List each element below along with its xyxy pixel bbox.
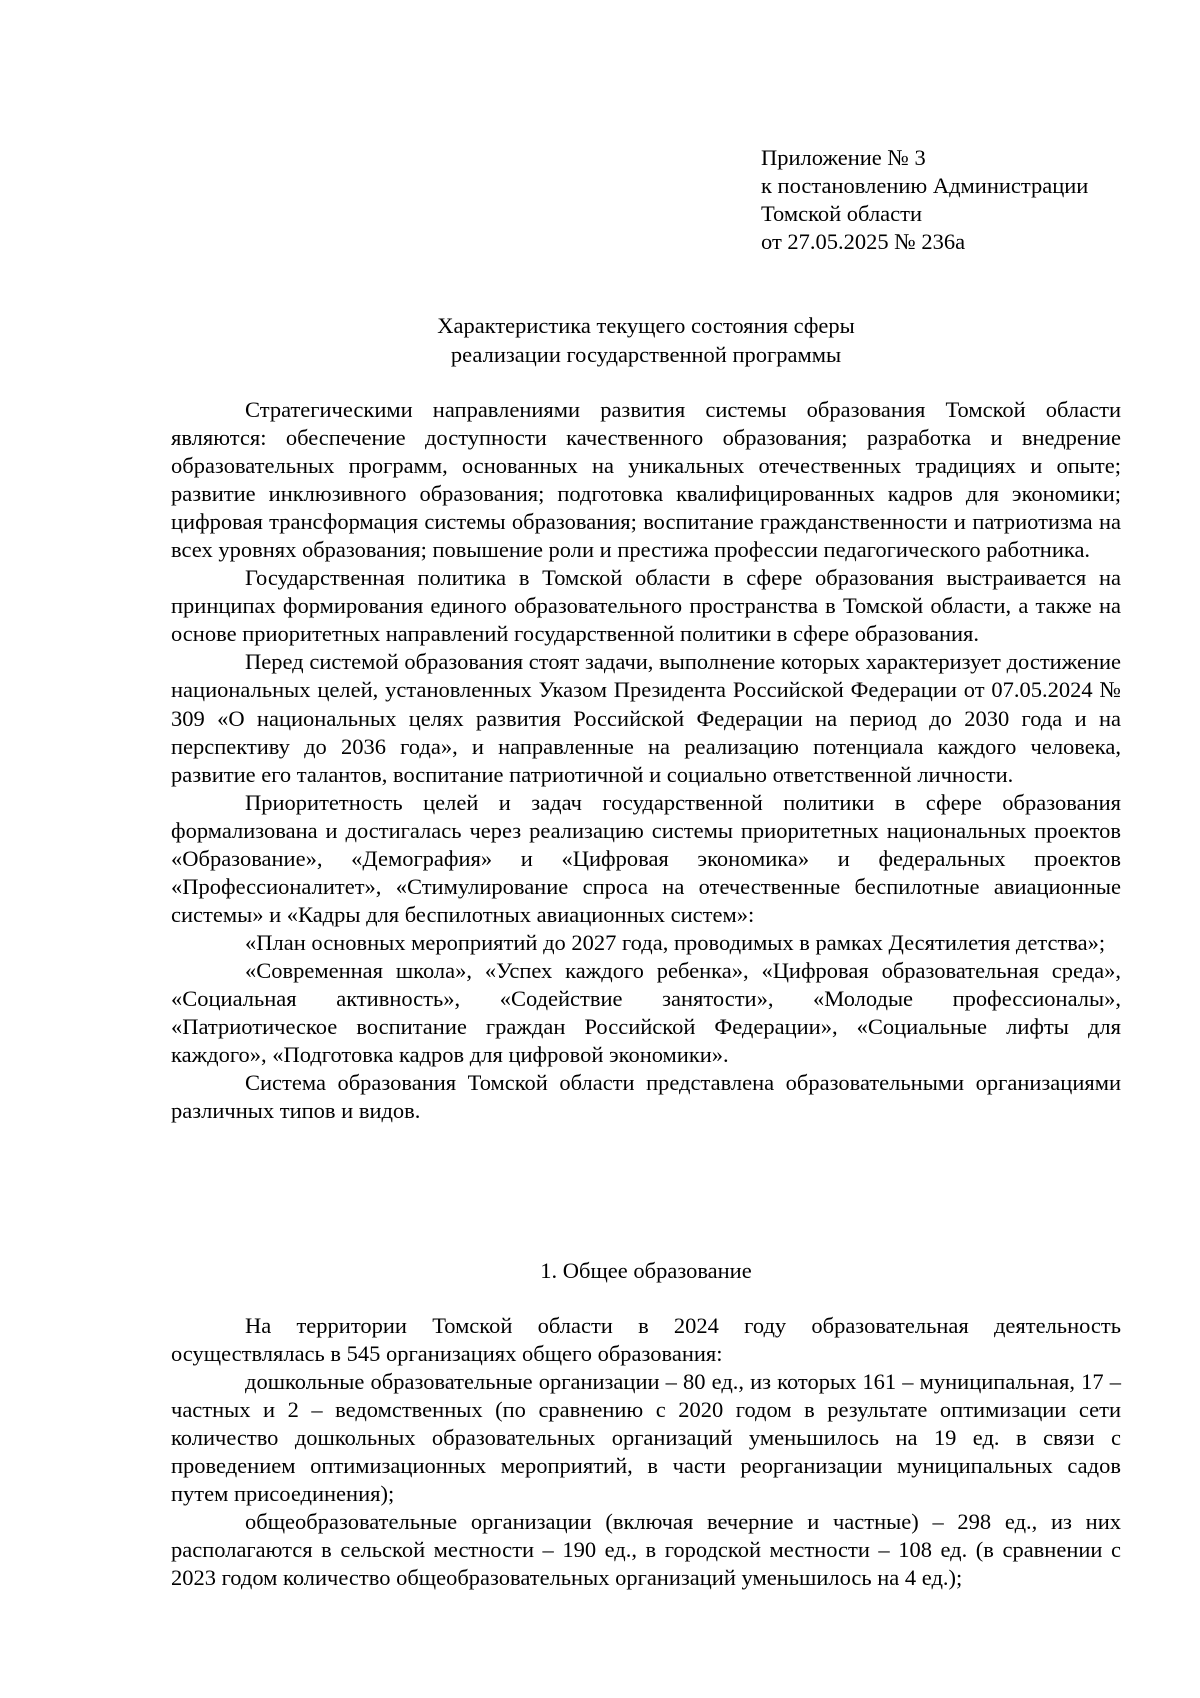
title-line-2: реализации государственной программы xyxy=(450,342,842,367)
paragraph: общеобразовательные организации (включая вечерние и частные) – 298 ед., из них располагаются в сельской местности – 190 ед., в городской местности – 108 ед. (в сравнении с 2023 годом количество общеобразовательных организаций уменьшилось на 4 ед.); xyxy=(171,1509,1121,1591)
appendix-stamp xyxy=(761,144,1121,256)
paragraph: «План основных мероприятий до 2027 года, проводимых в рамках Десятилетия детства»; xyxy=(245,929,1106,955)
document-title xyxy=(171,311,1121,369)
paragraph: Система образования Томской области представлена образовательными организациями различных типов и видов. xyxy=(171,1070,1121,1124)
title-line-1: Характеристика текущего состояния сферы xyxy=(437,313,855,338)
section-heading: 1. Общее образование xyxy=(540,1258,752,1283)
paragraph: На территории Томской области в 2024 году образовательная деятельность осуществлялась в 545 организациях общего образования: xyxy=(171,1313,1121,1367)
appendix-date-number: от 27.05.2025 № 236а xyxy=(761,229,966,254)
appendix-region-line: Томской области xyxy=(761,201,923,226)
document-body xyxy=(171,396,1121,1125)
section-body xyxy=(171,1312,1121,1592)
appendix-number: Приложение № 3 xyxy=(761,145,926,170)
paragraph: Стратегическими направлениями развития системы образования Томской области являются: обеспечение доступности качественного образования; разработка и внедрение образовательных программ, основанных на уникальных отечественных традициях и опыте; развитие инклюзивного образования; подготовка квалифицированных кадров для экономики; цифровая трансформация системы образования; воспитание гражданственности и патриотизма на всех уровнях образования; повышение роли и престижа профессии педагогического работника. xyxy=(171,397,1121,563)
paragraph: Государственная политика в Томской области в сфере образования выстраивается на принципах формирования единого образовательного пространства в Томской области, а также на основе приоритетных направлений государственной политики в сфере образования. xyxy=(171,565,1121,647)
paragraph: дошкольные образовательные организации – 80 ед., из которых 161 – муниципальная, 17 – частных и 2 – ведомственных (по сравнению с 2020 годом в результате оптимизации сети количество дошкольных образовательных организаций уменьшилось на 19 ед. в связи с проведением оптимизационных мероприятий, в части реорганизации муниципальных садов путем присоединения); xyxy=(171,1369,1121,1507)
paragraph: «Современная школа», «Успех каждого ребенка», «Цифровая образовательная среда», «Социальная активность», «Содействие занятости», «Молодые профессионалы», «Патриотическое воспитание граждан Российской Федерации», «Социальные лифты для каждого», «Подготовка кадров для цифровой экономики». xyxy=(171,957,1121,1068)
paragraph: Перед системой образования стоят задачи, выполнение которых характеризует достижение национальных целей, установленных Указом Президента Российской Федерации от 07.05.2024 № 309 «О национальных целях развития Российской Федерации на период до 2030 года и на перспективу до 2036 года», и направленные на реализацию потенциала каждого человека, развитие его талантов, воспитание патриотичной и социально ответственной личности. xyxy=(171,649,1121,787)
appendix-resolution-line: к постановлению Администрации xyxy=(761,173,1089,198)
paragraph: Приоритетность целей и задач государственной политики в сфере образования формализована и достигалась через реализацию системы приоритетных национальных проектов «Образование», «Демография» и «Цифровая экономика» и федеральных проектов «Профессионалитет», «Стимулирование спроса на отечественные беспилотные авиационные системы» и «Кадры для беспилотных авиационных систем»: xyxy=(171,789,1121,927)
